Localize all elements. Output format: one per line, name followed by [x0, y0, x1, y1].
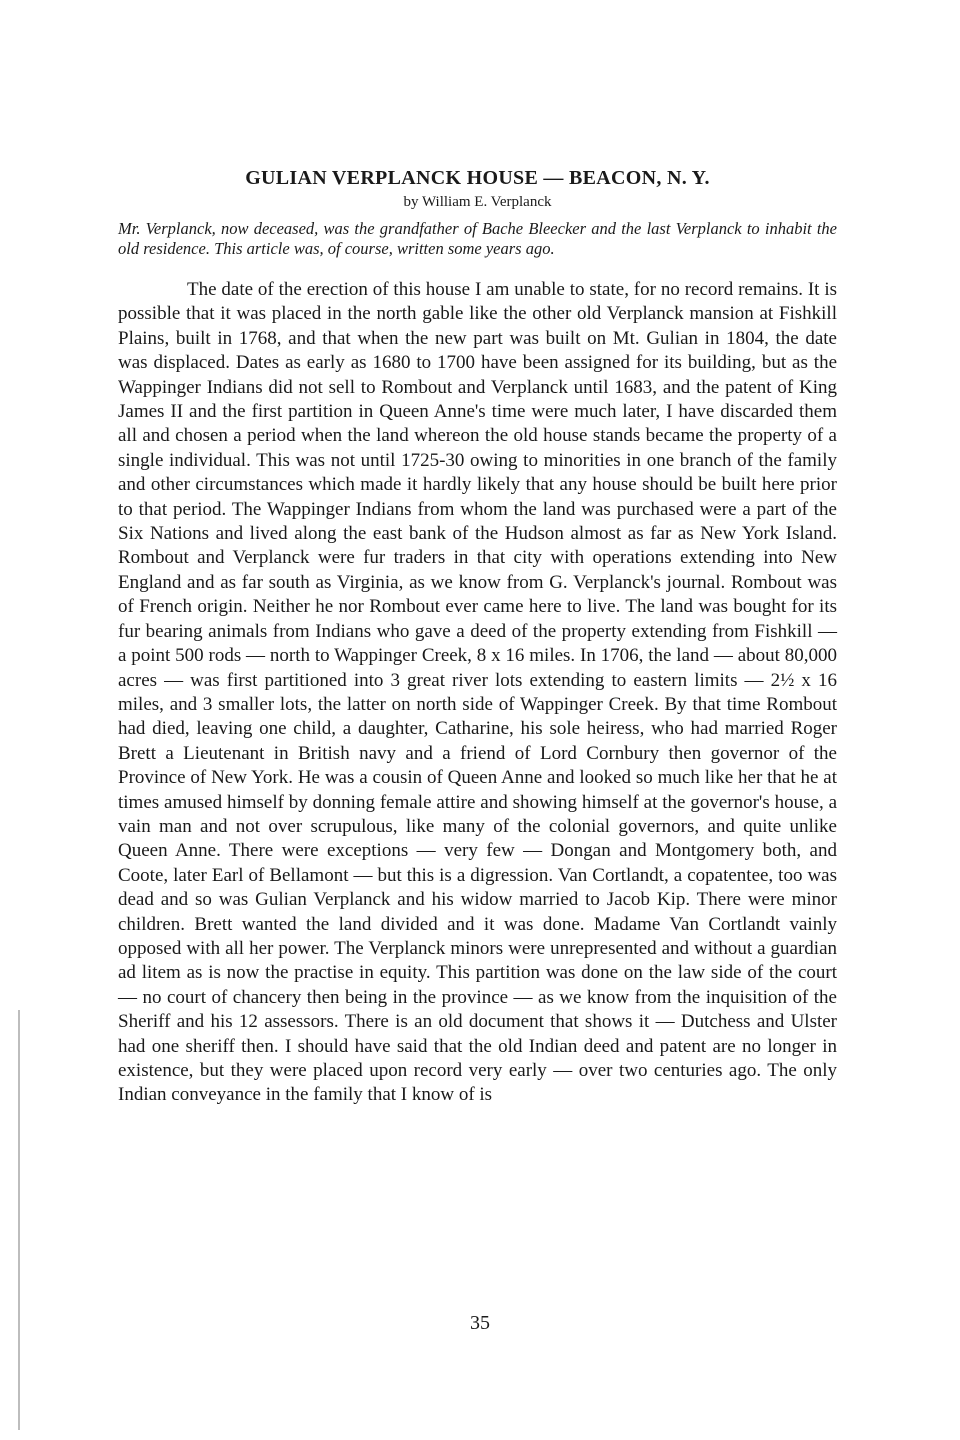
page-number: 35 — [470, 1312, 490, 1334]
scan-edge-line — [18, 1010, 20, 1430]
editor-note: Mr. Verplanck, now deceased, was the grandfather of Bache Bleecker and the last Verplanck to inhabit the old residence. This article was, of course, written some years ago. — [118, 219, 837, 258]
article-byline: by William E. Verplanck — [403, 194, 552, 210]
article-body: The date of the erection of this house I am unable to state, for no record remains. It is possible that it was placed in the north gable like the other old Verplanck mansion at Fishkill Plains, built in 1768, and that when the new part was built on Mt. Gulian in 1804, the date was displaced. Dates as early as 1680 to 1700 have been assigned for its building, but as the Wappinger Indians did not sell to Rombout and Verplanck until 1683, and the patent of King James II and the first partition in Queen Anne's time were much later, I have discarded them all and chosen a period when the land whereon the old house stands became the property of a single individual. This was not until 1725-30 owing to minorities in one branch of the family and other circumstances which made it hardly likely that any house should be built here prior to that period. The Wappinger Indians from whom the land was purchased were a part of the Six Nations and lived along the east bank of the Hudson almost as far as New York Island. Rombout and Verplanck were fur traders in that city with operations extending into New England and as far south as Virginia, as we know from G. Verplanck's journal. Rombout was of French origin. Neither he nor Rombout ever came here to live. The land was bought for its fur bearing animals from Indians who gave a deed of the property extending from Fishkill — a point 500 rods — north to Wappinger Creek, 8 x 16 miles. In 1706, the land — about 80,000 acres — was first partitioned into 3 great river lots extending to eastern limits — 2½ x 16 miles, and 3 smaller lots, the latter on north side of Wappinger Creek. By that time Rombout had died, leaving one child, a daughter, Catharine, his sole heiress, who had married Roger Brett a Lieutenant in British navy and a friend of Lord Cornbury then governor of the Province of New York. He was a cousin of Queen Anne and looked so much like her that he at times amused himself by donning female attire and showing himself at the governor's house, a vain man and not over scrupulous, like many of the colonial governors, and quite unlike Queen Anne. There were exceptions — very few — Dongan and Montgomery both, and Coote, later Earl of Bellamont — but this is a digression. Van Cortlandt, a copatentee, too was dead and so was Gulian Verplanck and his widow married to Jacob Kip. There were minor children. Brett wanted the land divided and it was done. Madame Van Cortlandt vainly opposed with all her power. The Verplanck minors were unrepresented and without a guardian ad litem as is now the practise in equity. This partition was done on the law side of the court — no court of chancery then being in the province — as we know from the inquisition of the Sheriff and his 12 assessors. There is an old document that shows it — Dutchess and Ulster had one sheriff then. I should have said that the old Indian deed and patent are no longer in existence, but they were placed upon record very early — over two centuries ago. The only Indian conveyance in the family that I know of is — [118, 279, 837, 1106]
article-title: GULIAN VERPLANCK HOUSE — BEACON, N. Y. — [245, 167, 710, 189]
